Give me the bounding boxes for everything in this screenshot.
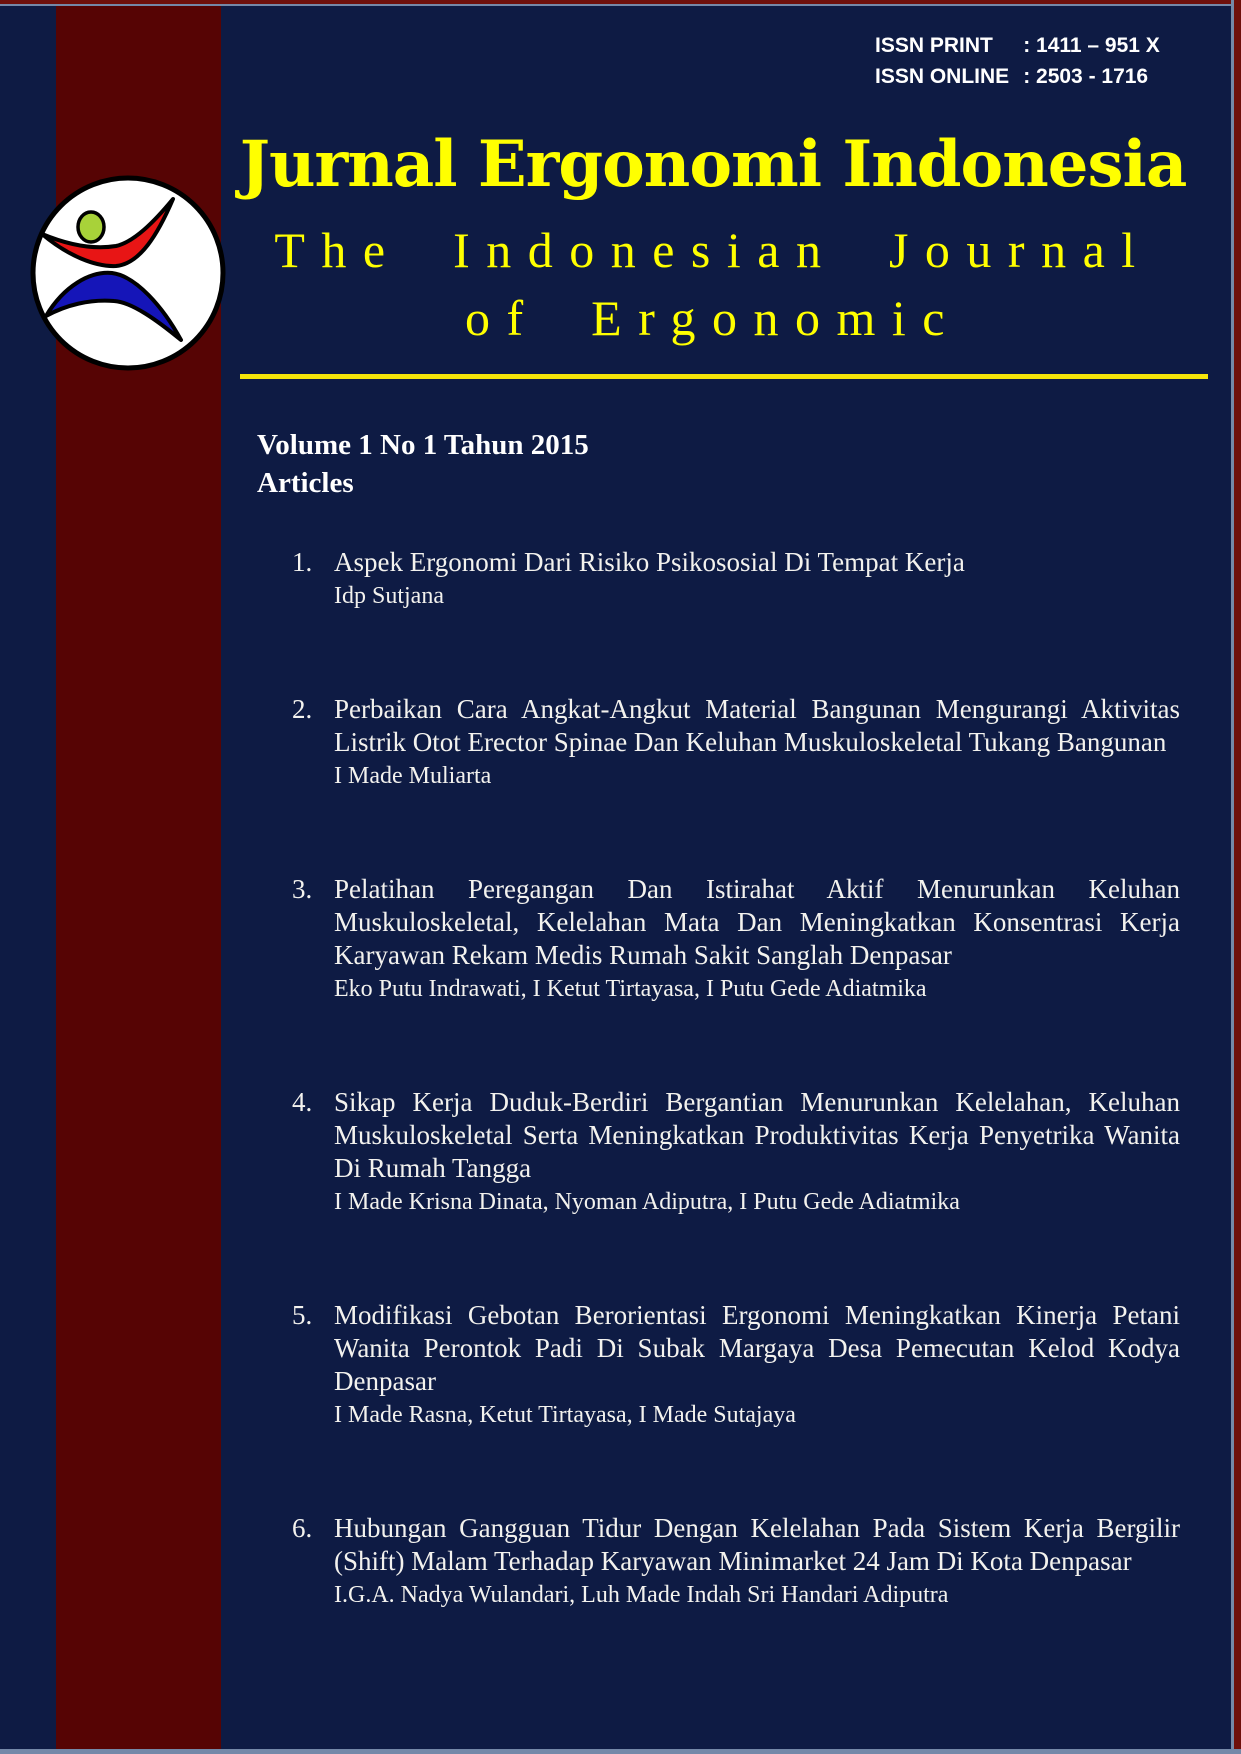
article-title: Perbaikan Cara Angkat-Angkut Material Bangunan Mengurangi Aktivitas Listrik Otot Erector Spinae Dan Keluhan Muskuloskeletal Tukang Bangunan: [334, 694, 1180, 757]
article-body: [334, 1299, 1180, 1430]
article-authors: I Made Rasna, Ketut Tirtayasa, I Made Sutajaya: [334, 1402, 796, 1428]
ergonomics-figure-icon: [28, 172, 228, 372]
article-title: Sikap Kerja Duduk-Berdiri Bergantian Menurunkan Kelelahan, Keluhan Muskuloskeletal Serta Meningkatkan Produktivitas Kerja Penyetrika Wanita Di Rumah Tangga: [334, 1087, 1180, 1183]
article-body: [334, 546, 1180, 611]
article-title: Hubungan Gangguan Tidur Dengan Kelelahan Pada Sistem Kerja Bergilir (Shift) Malam Terhadap Karyawan Minimarket 24 Jam Di Kota Denpasar: [334, 1513, 1180, 1576]
bottom-frame-line: [0, 1749, 1241, 1754]
issn-online-label: ISSN ONLINE: [875, 65, 1010, 88]
issn-block: [875, 30, 1160, 92]
article-item: [292, 1086, 1180, 1217]
article-item: [292, 546, 1180, 611]
right-border: [1234, 0, 1241, 1754]
issn-print-label: ISSN PRINT: [875, 34, 993, 57]
journal-subtitle-line1: The Indonesian Journal: [274, 221, 1152, 278]
top-frame-line: [0, 4, 1241, 6]
article-authors: I Made Muliarta: [334, 763, 492, 789]
article-title: Pelatihan Peregangan Dan Istirahat Aktif Menurunkan Keluhan Muskuloskeletal, Kelelahan Mata Dan Meningkatkan Konsentrasi Kerja Karyawan Rekam Medis Rumah Sakit Sanglah Denpasar: [334, 874, 1180, 970]
article-list: [292, 546, 1180, 1692]
article-number: 4.: [292, 1087, 313, 1117]
article-body: [334, 693, 1180, 791]
article-authors: I Made Krisna Dinata, Nyoman Adiputra, I Putu Gede Adiatmika: [334, 1189, 960, 1215]
article-item: [292, 873, 1180, 1004]
journal-subtitle-line2: of Ergonomic: [465, 289, 961, 346]
article-number: 5.: [292, 1300, 313, 1330]
article-item: [292, 1512, 1180, 1610]
journal-logo: [28, 172, 228, 372]
article-number: 1.: [292, 547, 313, 577]
article-body: [334, 1086, 1180, 1217]
article-authors: I.G.A. Nadya Wulandari, Luh Made Indah Sri Handari Adiputra: [334, 1582, 949, 1608]
article-number: 6.: [292, 1513, 313, 1543]
issn-print-value: : 1411 – 951 X: [1023, 34, 1160, 57]
article-title: Modifikasi Gebotan Berorientasi Ergonomi Meningkatkan Kinerja Petani Wanita Perontok Padi Di Subak Margaya Desa Pemecutan Kelod Kodya Denpasar: [334, 1300, 1180, 1396]
article-item: [292, 1299, 1180, 1430]
article-authors: Eko Putu Indrawati, I Ketut Tirtayasa, I Putu Gede Adiatmika: [334, 976, 927, 1002]
article-title: Aspek Ergonomi Dari Risiko Psikososial Di Tempat Kerja: [334, 547, 965, 577]
volume-heading: Volume 1 No 1 Tahun 2015: [257, 429, 589, 461]
title-underline-rule: [240, 374, 1208, 379]
journal-title: Jurnal Ergonomi Indonesia: [239, 127, 1187, 202]
article-number: 2.: [292, 694, 313, 724]
article-body: [334, 873, 1180, 1004]
article-number: 3.: [292, 874, 313, 904]
article-authors: Idp Sutjana: [334, 583, 444, 609]
articles-heading: Articles: [257, 467, 354, 499]
issn-online-value: : 2503 - 1716: [1023, 65, 1149, 88]
article-item: [292, 693, 1180, 791]
article-body: [334, 1512, 1180, 1610]
issue-heading: [257, 426, 589, 502]
figure-head: [78, 212, 104, 242]
masthead: [225, 128, 1201, 348]
